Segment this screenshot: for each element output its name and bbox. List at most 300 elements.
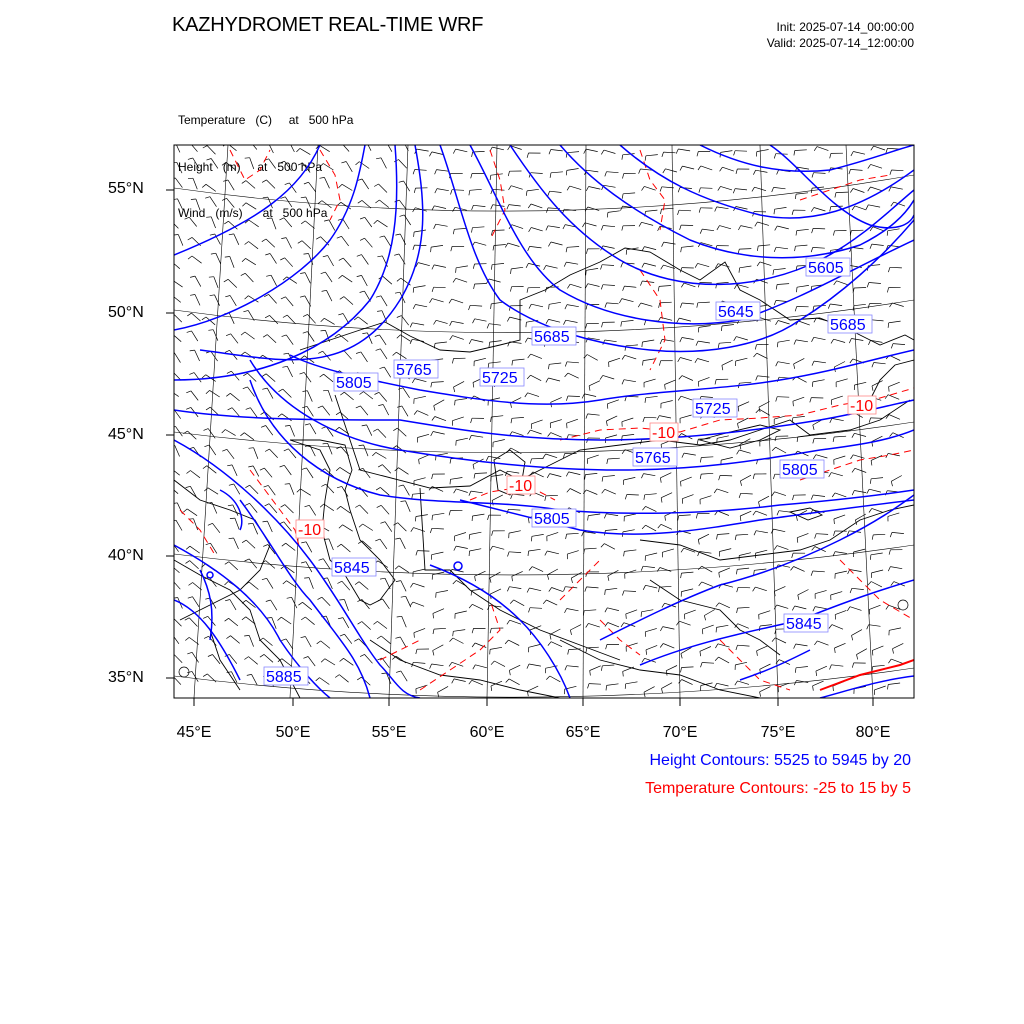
wind-barb-feather bbox=[510, 287, 511, 292]
wind-barb bbox=[455, 611, 467, 614]
wind-barb bbox=[342, 486, 348, 496]
wind-barb-feather bbox=[547, 474, 550, 478]
wind-barb bbox=[777, 284, 789, 285]
wind-barb-feather bbox=[376, 349, 381, 351]
wind-barb bbox=[721, 457, 733, 460]
wind-barb bbox=[381, 505, 389, 514]
wind-barb bbox=[456, 546, 468, 548]
wind-barb-feather bbox=[889, 387, 890, 392]
wind-barb bbox=[245, 273, 253, 282]
wind-barb bbox=[889, 415, 900, 420]
wind-barb bbox=[682, 303, 694, 304]
wind-barb-feather bbox=[469, 491, 471, 496]
wind-barb bbox=[471, 491, 483, 493]
wind-barb bbox=[196, 199, 200, 210]
wind-barb bbox=[775, 492, 786, 496]
height-contour-legend: Height Contours: 5525 to 5945 by 20 bbox=[649, 752, 911, 769]
wind-barb bbox=[588, 514, 600, 516]
wind-barb bbox=[608, 458, 620, 459]
wind-barb-feather bbox=[849, 169, 851, 174]
wind-barb-feather bbox=[754, 353, 757, 357]
wind-barb-feather bbox=[509, 186, 512, 190]
wind-barb bbox=[816, 666, 827, 671]
wind-barb bbox=[377, 220, 387, 227]
wind-barb-feather bbox=[243, 387, 248, 389]
wind-barb bbox=[892, 170, 904, 171]
height-contour bbox=[174, 145, 320, 255]
wind-barb-feather bbox=[622, 194, 623, 199]
wind-barb-feather bbox=[583, 490, 586, 494]
wind-barb bbox=[755, 587, 767, 591]
wind-barb-feather bbox=[225, 582, 229, 586]
wind-barb bbox=[756, 170, 768, 172]
wind-barb-feather bbox=[605, 623, 608, 627]
wind-barb bbox=[230, 600, 236, 610]
wind-barb-feather bbox=[833, 686, 834, 691]
wind-barb bbox=[432, 664, 444, 666]
wind-barb bbox=[548, 226, 560, 228]
wind-barb-feather bbox=[242, 617, 246, 620]
wind-barb bbox=[435, 342, 447, 343]
wind-barb bbox=[717, 625, 729, 627]
wind-barb bbox=[490, 341, 502, 343]
wind-barb bbox=[362, 255, 369, 265]
wind-barb bbox=[854, 491, 866, 493]
wind-barb bbox=[700, 496, 711, 500]
wind-barb bbox=[436, 453, 448, 455]
wind-barb-feather bbox=[260, 654, 264, 657]
wind-barb-feather bbox=[278, 617, 282, 620]
wind-barb bbox=[189, 618, 197, 627]
wind-barb bbox=[250, 408, 257, 418]
wind-barb-feather bbox=[605, 608, 607, 612]
wind-barb bbox=[328, 256, 334, 267]
wind-barb bbox=[403, 388, 410, 398]
wind-barb-feather bbox=[374, 621, 378, 624]
station-markers bbox=[179, 600, 908, 677]
wind-barb bbox=[489, 362, 501, 363]
wind-barb-feather bbox=[565, 362, 567, 367]
wind-barb-feather bbox=[602, 322, 603, 327]
wind-barb-feather bbox=[756, 376, 758, 381]
wind-barb bbox=[323, 559, 330, 569]
wind-barb bbox=[567, 305, 579, 307]
wind-barb-feather bbox=[527, 375, 530, 379]
wind-barb-feather bbox=[662, 688, 663, 693]
wind-barb-feather bbox=[360, 654, 364, 656]
wind-barb-feather bbox=[812, 173, 814, 178]
wind-barb bbox=[873, 534, 885, 535]
wind-barb bbox=[511, 267, 523, 269]
wind-barb bbox=[434, 400, 445, 406]
wind-barb bbox=[645, 494, 657, 495]
wind-barb-feather bbox=[774, 546, 777, 550]
wind-barb bbox=[754, 569, 766, 570]
wind-barb-feather bbox=[280, 161, 285, 163]
wind-barb bbox=[740, 511, 751, 516]
wind-barb bbox=[227, 143, 236, 151]
wind-barb-feather bbox=[661, 209, 662, 214]
wind-barb-feather bbox=[697, 303, 698, 308]
wind-barb-feather bbox=[715, 207, 717, 212]
wind-barb bbox=[190, 546, 200, 553]
wind-barb-feather bbox=[469, 435, 471, 440]
wind-barb bbox=[475, 284, 487, 285]
wind-barb-feather bbox=[812, 547, 815, 551]
wind-barb bbox=[646, 396, 658, 398]
height-label: 5685 bbox=[534, 329, 570, 346]
wind-barb-feather bbox=[776, 397, 778, 402]
wind-barb-feather bbox=[300, 296, 305, 297]
wind-barb-feather bbox=[857, 655, 858, 660]
wind-barb bbox=[607, 608, 619, 611]
wind-barb-feather bbox=[419, 459, 420, 464]
wind-barb bbox=[624, 286, 636, 287]
wind-barb bbox=[325, 272, 332, 282]
wind-barb-feather bbox=[397, 616, 402, 617]
wind-barb bbox=[386, 141, 392, 152]
wind-barb-feather bbox=[852, 468, 855, 472]
meridian-line bbox=[487, 145, 497, 698]
wind-barb-feather bbox=[700, 651, 701, 656]
wind-barb-feather bbox=[298, 241, 302, 244]
wind-barb bbox=[414, 478, 426, 481]
wind-barb bbox=[270, 449, 278, 458]
wind-barb-feather bbox=[431, 382, 432, 387]
wind-barb bbox=[417, 149, 429, 151]
wind-barb-feather bbox=[734, 151, 736, 156]
height-contour bbox=[430, 565, 570, 698]
wind-barb bbox=[267, 578, 273, 588]
wind-barb bbox=[830, 304, 842, 306]
wind-barb bbox=[282, 414, 292, 421]
wind-barb-feather bbox=[623, 174, 624, 179]
wind-barb bbox=[456, 438, 468, 440]
meridian-line bbox=[194, 145, 228, 698]
wind-barb-feather bbox=[282, 543, 286, 546]
wind-barb bbox=[813, 571, 825, 572]
wind-barb-feather bbox=[454, 546, 456, 551]
wind-barb bbox=[739, 553, 751, 556]
wind-barb bbox=[414, 230, 426, 232]
wind-barb-feather bbox=[203, 616, 208, 618]
wind-barb bbox=[475, 665, 487, 668]
wind-barb-feather bbox=[605, 172, 607, 177]
wind-barb-feather bbox=[662, 152, 664, 157]
wind-barb-feather bbox=[280, 218, 285, 220]
wind-barb-feather bbox=[601, 226, 603, 231]
wind-barb bbox=[285, 258, 293, 267]
temperature-contour bbox=[640, 150, 665, 230]
wind-barb-feather bbox=[659, 361, 660, 366]
wind-barb-feather bbox=[588, 684, 590, 689]
wind-barb-feather bbox=[507, 587, 509, 592]
wind-barb-feather bbox=[190, 276, 195, 277]
wind-barb-feather bbox=[430, 528, 432, 533]
wind-barb bbox=[433, 432, 445, 435]
wind-barb-feather bbox=[681, 481, 682, 486]
wind-barb bbox=[401, 581, 406, 592]
wind-barb-feather bbox=[890, 532, 892, 537]
wind-barb bbox=[679, 210, 691, 211]
wind-barb-feather bbox=[413, 245, 415, 250]
height-label: 5645 bbox=[718, 304, 754, 321]
wind-barb-feather bbox=[431, 432, 433, 437]
wind-barb-feather bbox=[449, 511, 450, 516]
wind-barb bbox=[739, 382, 751, 383]
wind-barb bbox=[455, 399, 467, 401]
wind-barb bbox=[286, 543, 296, 550]
wind-barb bbox=[456, 489, 468, 493]
wind-barb-feather bbox=[606, 644, 607, 649]
wind-barb bbox=[719, 342, 731, 343]
wind-barb-feather bbox=[622, 380, 624, 385]
wind-barb-feather bbox=[265, 315, 269, 317]
wind-barb-feather bbox=[604, 514, 606, 519]
wind-barb-feather bbox=[621, 263, 623, 268]
wind-barb bbox=[702, 229, 714, 231]
wind-barb-feather bbox=[757, 246, 758, 251]
wind-barb bbox=[869, 283, 881, 284]
wind-barb bbox=[190, 143, 198, 152]
wind-barb bbox=[567, 169, 579, 171]
wind-barb-feather bbox=[738, 226, 740, 230]
wind-barb-feather bbox=[397, 278, 401, 281]
wind-barb-feather bbox=[360, 392, 364, 395]
wind-barb-feather bbox=[491, 417, 492, 422]
wind-barb bbox=[874, 686, 885, 690]
wind-barb bbox=[208, 429, 215, 439]
wind-barb-feather bbox=[582, 532, 584, 537]
wind-barb bbox=[307, 468, 314, 478]
wind-barb bbox=[510, 620, 521, 624]
wind-barb bbox=[452, 417, 463, 421]
wind-barb bbox=[642, 610, 654, 612]
wind-barb-feather bbox=[718, 186, 721, 190]
wind-barb-feather bbox=[547, 575, 548, 580]
wind-barb bbox=[855, 206, 866, 210]
wind-barb bbox=[381, 158, 387, 169]
wind-barb-feather bbox=[190, 295, 195, 296]
wind-barb bbox=[417, 411, 428, 416]
wind-barb-feather bbox=[527, 288, 528, 293]
wind-barb bbox=[174, 353, 180, 363]
wind-barb-feather bbox=[527, 153, 528, 158]
wind-barb bbox=[778, 340, 790, 342]
wind-barb-feather bbox=[623, 671, 624, 676]
wind-barb bbox=[567, 152, 579, 153]
wind-barb bbox=[718, 511, 729, 516]
wind-barb bbox=[872, 570, 884, 573]
wind-barb-feather bbox=[416, 551, 418, 556]
wind-barb-feather bbox=[204, 488, 208, 491]
wind-barb-feather bbox=[888, 685, 889, 690]
wind-barb-feather bbox=[380, 236, 385, 237]
wind-barb bbox=[432, 552, 444, 555]
wind-barb bbox=[889, 382, 900, 386]
wind-barb bbox=[309, 578, 313, 589]
wind-barb bbox=[756, 531, 768, 533]
wind-barb-feather bbox=[888, 659, 891, 663]
wind-barb bbox=[399, 566, 409, 573]
wind-barb bbox=[379, 392, 387, 401]
wind-barb-feather bbox=[774, 154, 775, 159]
wind-barb-feather bbox=[210, 234, 215, 235]
wind-barb bbox=[438, 686, 449, 692]
wind-barb-feather bbox=[488, 363, 489, 368]
wind-barb bbox=[494, 245, 506, 246]
wind-barb-feather bbox=[870, 479, 871, 484]
wind-barb bbox=[796, 340, 808, 342]
wind-barb bbox=[585, 548, 597, 549]
wind-barb-feather bbox=[281, 238, 286, 239]
wind-barb bbox=[570, 186, 582, 190]
wind-barb-feather bbox=[662, 603, 665, 607]
wind-barb-feather bbox=[511, 418, 512, 423]
wind-barb-feather bbox=[868, 304, 869, 309]
wind-barb-feather bbox=[340, 658, 344, 661]
wind-barb-feather bbox=[414, 411, 417, 415]
wind-barb-feather bbox=[377, 311, 382, 312]
wind-barb-feather bbox=[380, 522, 385, 524]
wind-barb bbox=[659, 416, 671, 418]
wind-barb-feather bbox=[300, 372, 305, 374]
wind-barb bbox=[569, 472, 581, 475]
wind-barb bbox=[322, 597, 330, 606]
wind-barb bbox=[281, 617, 291, 624]
wind-barb bbox=[471, 435, 483, 437]
wind-barb-feather bbox=[435, 189, 437, 194]
wind-barb-feather bbox=[265, 254, 270, 256]
wind-barb-feather bbox=[185, 217, 190, 219]
wind-barb bbox=[211, 159, 218, 169]
wind-barb-feather bbox=[380, 367, 385, 369]
wind-barb bbox=[529, 644, 541, 647]
wind-barb bbox=[286, 297, 294, 306]
wind-barb bbox=[702, 582, 713, 587]
wind-barb-feather bbox=[203, 466, 207, 469]
wind-barb bbox=[602, 265, 614, 266]
wind-barb bbox=[436, 591, 448, 593]
wind-barb bbox=[249, 582, 258, 590]
wind-barb-feather bbox=[757, 651, 758, 656]
wind-barb-feather bbox=[302, 468, 307, 470]
wind-barb bbox=[701, 457, 713, 458]
wind-barb-feather bbox=[303, 332, 308, 334]
wind-barb-feather bbox=[811, 495, 813, 500]
wind-barb-feather bbox=[260, 468, 265, 470]
wind-barb bbox=[888, 148, 900, 149]
wind-barb bbox=[835, 552, 847, 554]
wind-barb-feather bbox=[548, 364, 549, 369]
wind-barb bbox=[584, 610, 596, 611]
wind-barb-feather bbox=[601, 265, 603, 270]
wind-barb bbox=[267, 388, 273, 399]
wind-barb-feather bbox=[698, 327, 699, 332]
wind-barb bbox=[793, 416, 805, 417]
wind-barb-feather bbox=[281, 297, 286, 299]
wind-barb-feather bbox=[263, 335, 267, 338]
wind-barb-feather bbox=[262, 239, 266, 242]
wind-barb bbox=[777, 226, 789, 229]
wind-barb-feather bbox=[716, 603, 719, 607]
wind-barb bbox=[589, 684, 601, 685]
wind-barb-feather bbox=[469, 604, 472, 608]
wind-barb-feather bbox=[813, 607, 815, 612]
wind-barb bbox=[682, 376, 693, 381]
wind-barb-feather bbox=[528, 518, 529, 523]
wind-barb bbox=[831, 396, 842, 400]
wind-barb-feather bbox=[301, 221, 305, 224]
wind-barb-feather bbox=[795, 307, 797, 312]
wind-barb-feather bbox=[340, 392, 344, 395]
wind-barb bbox=[472, 680, 483, 685]
wind-barb bbox=[570, 625, 581, 630]
wind-barb-feather bbox=[852, 663, 853, 668]
wind-barb bbox=[546, 600, 557, 605]
wind-barb bbox=[472, 604, 483, 609]
wind-barb bbox=[343, 618, 349, 628]
wind-barb bbox=[623, 193, 635, 194]
wind-barb bbox=[266, 426, 273, 436]
wind-barb bbox=[269, 159, 276, 169]
wind-barb bbox=[663, 644, 674, 649]
wind-barb-feather bbox=[472, 643, 475, 647]
wind-barb bbox=[304, 372, 311, 382]
wind-barb bbox=[190, 561, 199, 569]
wind-barb-feather bbox=[867, 283, 869, 288]
wind-barb bbox=[342, 184, 352, 190]
wind-barb-feather bbox=[187, 331, 192, 333]
wind-barb-feather bbox=[717, 535, 718, 540]
wind-barb-feather bbox=[531, 536, 532, 541]
wind-barb bbox=[666, 666, 677, 671]
temperature-contour bbox=[800, 175, 890, 200]
wind-barb-feather bbox=[849, 339, 851, 344]
wind-barb bbox=[739, 450, 751, 453]
wind-barb-feather bbox=[172, 503, 177, 504]
wind-barb bbox=[235, 518, 239, 529]
wind-barb-feather bbox=[393, 352, 397, 355]
wind-barb bbox=[624, 550, 636, 552]
wind-barb bbox=[345, 634, 352, 644]
wind-barb-feather bbox=[248, 523, 253, 524]
wind-barb bbox=[605, 529, 617, 530]
temperature-label: -10 bbox=[850, 398, 874, 415]
wind-barb-feather bbox=[715, 644, 718, 648]
wind-barb-feather bbox=[678, 188, 680, 193]
wind-barb-feather bbox=[549, 588, 552, 592]
wind-barb-feather bbox=[550, 635, 551, 640]
wind-barb bbox=[454, 381, 465, 387]
wind-barb-feather bbox=[316, 237, 320, 240]
wind-barb-feather bbox=[186, 561, 190, 564]
wind-barb-feather bbox=[661, 498, 662, 503]
wind-barb-feather bbox=[644, 495, 645, 500]
wind-barb bbox=[627, 495, 639, 496]
wind-barb-feather bbox=[527, 664, 529, 669]
wind-barb bbox=[432, 299, 444, 302]
wind-barb-feather bbox=[793, 495, 794, 500]
wind-barb-feather bbox=[265, 504, 270, 506]
wind-barb-feather bbox=[338, 314, 343, 315]
wind-barb bbox=[512, 225, 523, 229]
wind-barb bbox=[190, 471, 200, 478]
wind-barb-feather bbox=[490, 628, 491, 633]
wind-barb-feather bbox=[589, 386, 590, 391]
wind-barb bbox=[343, 258, 351, 267]
wind-barb bbox=[603, 375, 614, 379]
